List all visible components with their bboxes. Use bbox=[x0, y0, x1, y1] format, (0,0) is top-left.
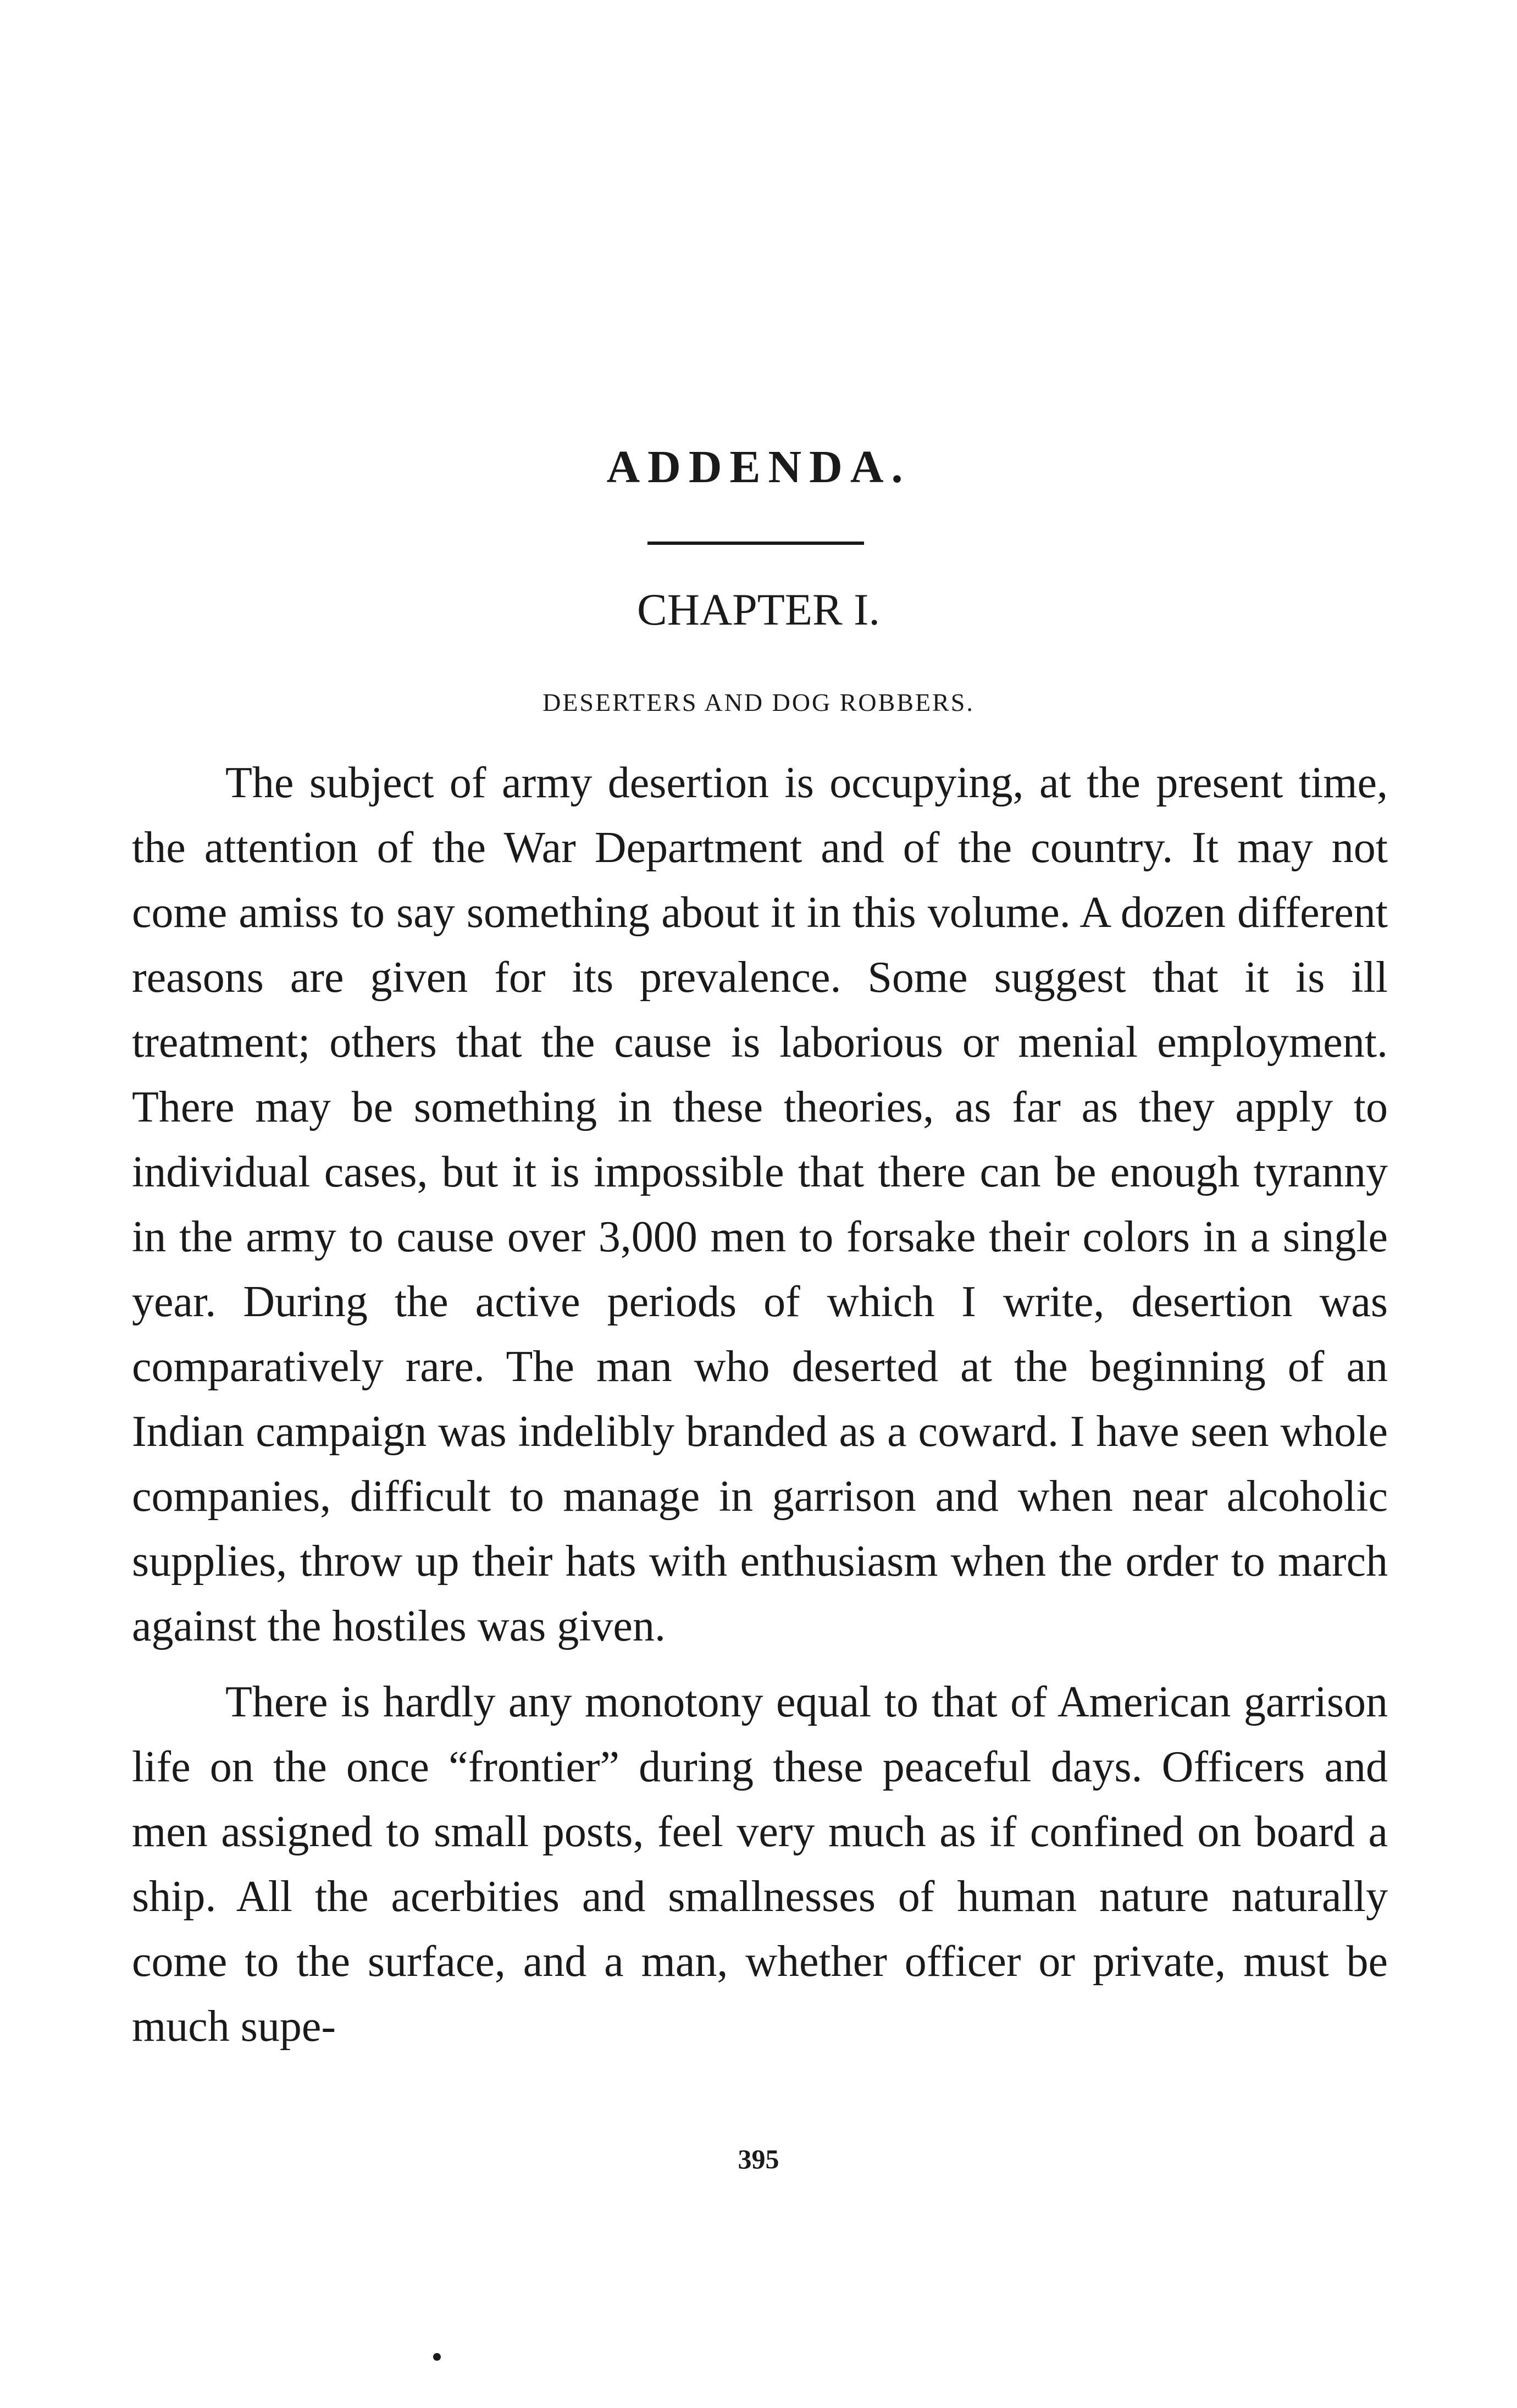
paragraph: There is hardly any monotony equal to that of American garrison life on the once “frontier” during these peaceful days. Officers and men assigned to small posts, feel very much as if confined on board a ship. All the acerbities and smallnesses of human nature naturally come to the surface, and a man, whether officer or private, must be much supe- bbox=[132, 1678, 1388, 2051]
chapter-subtitle: DESERTERS AND DOG ROBBERS. bbox=[542, 688, 975, 716]
ink-speck bbox=[433, 2353, 441, 2361]
chapter-title: CHAPTER I. bbox=[637, 584, 880, 634]
body-text bbox=[132, 750, 1388, 2070]
heading-rule bbox=[647, 542, 864, 545]
section-heading: ADDENDA. bbox=[606, 441, 911, 493]
page-number: 395 bbox=[738, 2144, 779, 2174]
paragraph: The subject of army desertion is occupying, at the present time, the attention of the War Department and of the country. It may not come amiss to say something about it in this volume. A dozen different reasons are given for its prevalence. Some suggest that it is ill treatment; others that the cause is laborious or menial employment. There may be something in these theories, as far as they apply to individual cases, but it is impossible that there can be enough tyranny in the army to cause over 3,000 men to forsake their colors in a single year. During the active periods of which I write, desertion was comparatively rare. The man who deserted at the beginning of an Indian campaign was indelibly branded as a coward. I have seen whole companies, difficult to manage in garrison and when near alcoholic supplies, throw up their hats with enthusiasm when the order to march against the hostiles was given. bbox=[132, 759, 1388, 1650]
